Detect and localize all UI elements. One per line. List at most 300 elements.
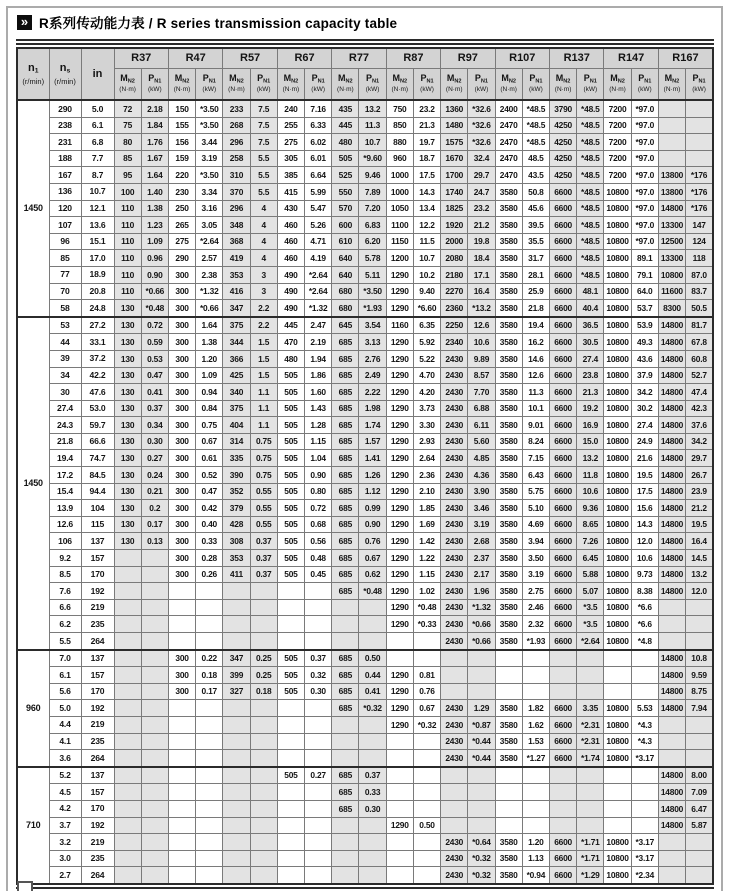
mn2-cell: 6600 [550, 467, 577, 484]
mn2-cell: 3580 [495, 233, 522, 250]
mn2-cell: 460 [277, 217, 304, 234]
table-row [17, 266, 713, 283]
pn1-cell [413, 650, 440, 667]
mn2-cell [168, 767, 195, 784]
pn1-cell: *13.2 [468, 300, 495, 317]
col-subheader-mn2-R147 [604, 69, 631, 101]
pn1-cell: 0.2 [141, 500, 168, 517]
mn2-cell [332, 599, 359, 616]
pn1-cell: 0.22 [196, 650, 223, 667]
mn2-cell: 250 [168, 200, 195, 217]
mn2-cell: 3790 [550, 100, 577, 117]
pn1-cell [250, 850, 277, 867]
mn2-cell [604, 800, 631, 817]
mn2-cell: 2430 [441, 616, 468, 633]
pn1-cell: 5.87 [686, 817, 713, 834]
pn1-cell: 147 [686, 217, 713, 234]
mn2-cell: 305 [277, 150, 304, 167]
mn2-cell [550, 667, 577, 684]
mn2-cell: 300 [168, 400, 195, 417]
pn1-cell: 19.8 [468, 233, 495, 250]
mn2-cell: 110 [114, 266, 141, 283]
pn1-cell [413, 750, 440, 767]
pn1-cell: 1.85 [413, 500, 440, 517]
pn1-cell: *48.5 [577, 134, 604, 151]
mn2-cell: 685 [332, 367, 359, 384]
mn2-cell [277, 750, 304, 767]
mn2-cell: 100 [114, 183, 141, 200]
mn2-unit: (N·m) [500, 86, 517, 94]
mn2-cell [223, 767, 250, 784]
ns-cell: 19.4 [49, 450, 81, 467]
mn2-cell [277, 700, 304, 717]
pn1-cell [196, 834, 223, 851]
mn2-unit: (N·m) [554, 86, 572, 94]
mn2-symbol: $M_{N2}$ [338, 73, 353, 85]
mn2-cell: 6600 [550, 233, 577, 250]
mn2-cell: 6600 [550, 250, 577, 267]
pn1-unit: (kW) [202, 86, 217, 94]
pn1-cell: 0.80 [305, 483, 332, 500]
mn2-cell: 505 [277, 650, 304, 667]
pn1-cell [522, 650, 549, 667]
pn1-cell [141, 834, 168, 851]
ratio-cell: 15.1 [81, 233, 114, 250]
pn1-cell: 10.8 [686, 650, 713, 667]
mn2-cell: 300 [168, 350, 195, 367]
pn1-unit: (kW) [311, 86, 325, 94]
pn1-cell: 15.0 [577, 433, 604, 450]
pn1-cell: *176 [686, 167, 713, 184]
pn1-cell [305, 583, 332, 600]
pn1-cell [250, 633, 277, 650]
pn1-cell [359, 817, 386, 834]
pn1-cell: 0.41 [141, 384, 168, 401]
pn1-cell: 83.7 [686, 283, 713, 300]
pn1-cell [577, 800, 604, 817]
mn2-cell: 14800 [658, 667, 685, 684]
pn1-cell: 0.18 [196, 667, 223, 684]
mn2-cell [604, 683, 631, 700]
col-subheader-pn1-R67 [305, 69, 332, 101]
mn2-cell: 2430 [441, 716, 468, 733]
mn2-cell [277, 784, 304, 801]
ns-cell: 30 [49, 384, 81, 401]
pn1-unit: (kW) [474, 86, 489, 94]
col-header-R87: R87 [386, 48, 440, 69]
mn2-cell [168, 633, 195, 650]
ratio-cell: 157 [81, 550, 114, 567]
ns-cell: 2.7 [49, 867, 81, 884]
pn1-cell: 7.26 [577, 533, 604, 550]
pn1-cell [686, 850, 713, 867]
pn1-cell: 29.7 [468, 167, 495, 184]
pn1-cell: *48.5 [577, 250, 604, 267]
mn2-cell: 1290 [386, 300, 413, 317]
pn1-cell: 1.15 [305, 433, 332, 450]
pn1-cell [686, 599, 713, 616]
pn1-cell: *0.48 [359, 583, 386, 600]
pn1-cell: 2.18 [141, 100, 168, 117]
table-row [17, 317, 713, 334]
mn2-cell: 1290 [386, 599, 413, 616]
mn2-cell: 348 [223, 217, 250, 234]
mn2-cell: 2470 [495, 117, 522, 134]
pn1-symbol: $P_{N1}$ [583, 73, 597, 85]
pn1-cell: 8.38 [631, 583, 658, 600]
mn2-cell: 14800 [658, 350, 685, 367]
mn2-cell: 445 [332, 117, 359, 134]
mn2-cell: 685 [332, 467, 359, 484]
mn2-cell [550, 650, 577, 667]
pn1-cell: 0.55 [250, 516, 277, 533]
pn1-cell: *1.74 [577, 750, 604, 767]
mn2-cell [114, 650, 141, 667]
pn1-cell: 1.64 [141, 167, 168, 184]
pn1-cell: *3.17 [631, 750, 658, 767]
pn1-cell: 2.76 [359, 350, 386, 367]
pn1-cell: 19.2 [577, 400, 604, 417]
pn1-cell: *2.31 [577, 716, 604, 733]
mn2-cell: 2470 [495, 167, 522, 184]
pn1-unit: (kW) [692, 86, 706, 94]
pn1-cell [141, 716, 168, 733]
col-subheader-mn2-R87 [386, 69, 413, 101]
pn1-unit: (kW) [637, 86, 652, 94]
pn1-symbol: $P_{N1}$ [474, 73, 489, 85]
pn1-cell: 89.1 [631, 250, 658, 267]
mn2-cell: 4250 [550, 167, 577, 184]
pn1-cell [468, 767, 495, 784]
pn1-cell: *0.64 [468, 834, 495, 851]
mn2-cell: 470 [277, 334, 304, 351]
pn1-cell: 23.2 [468, 200, 495, 217]
mn2-cell: 490 [277, 300, 304, 317]
pn1-cell: 1.76 [141, 134, 168, 151]
mn2-cell: 505 [277, 516, 304, 533]
pn1-symbol: $P_{N1}$ [202, 73, 216, 85]
pn1-cell [305, 867, 332, 884]
pn1-cell: 1.15 [413, 566, 440, 583]
mn2-cell [386, 733, 413, 750]
mn2-cell: 685 [332, 767, 359, 784]
mn2-cell: 6600 [550, 500, 577, 517]
mn2-cell: 10800 [604, 533, 631, 550]
mn2-cell [114, 733, 141, 750]
pn1-cell [359, 633, 386, 650]
pn1-cell: 39.5 [522, 217, 549, 234]
pn1-cell: 2.2 [250, 317, 277, 334]
mn2-cell: 1670 [441, 150, 468, 167]
mn2-cell: 268 [223, 117, 250, 134]
pn1-cell: 47.4 [686, 384, 713, 401]
mn2-unit: (N·m) [228, 86, 245, 94]
pn1-cell: *9.60 [359, 150, 386, 167]
mn2-cell: 3580 [495, 317, 522, 334]
ns-cell: 9.2 [49, 550, 81, 567]
col-header-ns [49, 48, 81, 100]
ns-cell: 290 [49, 100, 81, 117]
pn1-cell: 0.30 [359, 800, 386, 817]
mn2-cell: 1290 [386, 400, 413, 417]
col-header-R137: R137 [550, 48, 604, 69]
mn2-cell: 10800 [604, 850, 631, 867]
pn1-cell: 4 [250, 217, 277, 234]
pn1-cell: 8.24 [522, 433, 549, 450]
pn1-cell: *48.5 [577, 233, 604, 250]
mn2-cell: 130 [114, 500, 141, 517]
ratio-cell: 219 [81, 716, 114, 733]
mn2-cell: 2430 [441, 384, 468, 401]
mn2-cell: 6600 [550, 300, 577, 317]
pn1-cell: 1.12 [359, 483, 386, 500]
pn1-cell: 43.6 [631, 350, 658, 367]
mn2-cell [332, 733, 359, 750]
pn1-cell: 0.75 [250, 433, 277, 450]
pn1-cell: *4.3 [631, 733, 658, 750]
mn2-cell [223, 784, 250, 801]
mn2-cell: 1200 [386, 250, 413, 267]
ns-cell: 4.1 [49, 733, 81, 750]
pn1-cell: *48.5 [577, 150, 604, 167]
pn1-cell: 48.5 [522, 150, 549, 167]
pn1-cell: *1.71 [577, 834, 604, 851]
pn1-cell [250, 733, 277, 750]
pn1-cell: 2.19 [305, 334, 332, 351]
mn2-cell: 505 [277, 533, 304, 550]
pn1-cell: 3.19 [468, 516, 495, 533]
mn2-cell: 130 [114, 384, 141, 401]
mn2-symbol: $M_{N2}$ [664, 73, 680, 85]
mn2-cell: 159 [168, 150, 195, 167]
pn1-cell: 1.57 [359, 433, 386, 450]
table-row [17, 599, 713, 616]
pn1-cell [196, 616, 223, 633]
mn2-cell [441, 683, 468, 700]
col-header-R107: R107 [495, 48, 549, 69]
mn2-cell: 75 [114, 117, 141, 134]
pn1-cell: 8.75 [686, 683, 713, 700]
mn2-cell [223, 700, 250, 717]
col-header-R167: R167 [658, 48, 713, 69]
pn1-cell: 0.30 [305, 683, 332, 700]
pn1-cell [631, 767, 658, 784]
mn2-cell: 353 [223, 550, 250, 567]
mn2-cell: 6600 [550, 483, 577, 500]
pn1-cell [141, 583, 168, 600]
mn2-cell: 6600 [550, 750, 577, 767]
pn1-symbol: $P_{N1}$ [692, 73, 706, 85]
mn2-cell: 1360 [441, 100, 468, 117]
pn1-cell [686, 733, 713, 750]
pn1-cell: 1.02 [413, 583, 440, 600]
pn1-cell [686, 150, 713, 167]
pn1-cell [522, 784, 549, 801]
pn1-cell: *97.0 [631, 200, 658, 217]
mn2-cell: 6600 [550, 516, 577, 533]
pn1-cell [522, 667, 549, 684]
pn1-cell: 0.76 [359, 533, 386, 550]
pn1-cell: 0.37 [305, 650, 332, 667]
pn1-cell: 9.46 [359, 167, 386, 184]
pn1-cell: 6.83 [359, 217, 386, 234]
pn1-symbol: $P_{N1}$ [311, 73, 325, 85]
mn2-cell: 110 [114, 217, 141, 234]
pn1-cell: 0.13 [141, 533, 168, 550]
mn2-cell: 2430 [441, 483, 468, 500]
pn1-cell: *97.0 [631, 167, 658, 184]
col-header-R57: R57 [223, 48, 277, 69]
n1-cell: 960 [17, 650, 49, 767]
pn1-cell: *176 [686, 183, 713, 200]
pn1-cell [250, 616, 277, 633]
pn1-cell: 2.46 [522, 599, 549, 616]
pn1-cell: 1.38 [196, 334, 223, 351]
pn1-cell: *4.3 [631, 716, 658, 733]
mn2-cell: 300 [168, 667, 195, 684]
pn1-cell: 2.68 [468, 533, 495, 550]
mn2-cell: 3580 [495, 250, 522, 267]
pn1-cell: 0.50 [359, 650, 386, 667]
ns-cell: 15.4 [49, 483, 81, 500]
ratio-cell: 137 [81, 650, 114, 667]
mn2-cell [114, 700, 141, 717]
pn1-cell: 0.55 [250, 483, 277, 500]
pn1-cell: 21.6 [631, 450, 658, 467]
mn2-cell: 3580 [495, 266, 522, 283]
mn2-cell [658, 834, 685, 851]
pn1-cell: 5.26 [305, 217, 332, 234]
pn1-cell: *0.48 [141, 300, 168, 317]
pn1-cell: 1.38 [141, 200, 168, 217]
pn1-cell: *97.0 [631, 233, 658, 250]
mn2-cell [114, 583, 141, 600]
ns-symbol: $n_s$ [59, 61, 71, 75]
pn1-cell [141, 616, 168, 633]
pn1-cell: 48.1 [577, 283, 604, 300]
pn1-cell: *97.0 [631, 150, 658, 167]
mn2-cell [386, 834, 413, 851]
pn1-cell [413, 733, 440, 750]
pn1-cell: 1.29 [468, 700, 495, 717]
pn1-cell [577, 650, 604, 667]
pn1-cell: 5.75 [522, 483, 549, 500]
mn2-cell: 366 [223, 350, 250, 367]
pn1-cell: 49.3 [631, 334, 658, 351]
pn1-cell: 5.5 [250, 167, 277, 184]
mn2-cell: 2400 [495, 100, 522, 117]
mn2-cell: 1290 [386, 500, 413, 517]
pn1-cell [141, 867, 168, 884]
ns-cell: 7.0 [49, 650, 81, 667]
ratio-cell: 219 [81, 599, 114, 616]
pn1-unit: (kW) [256, 86, 271, 94]
mn2-cell: 13800 [658, 167, 685, 184]
mn2-cell: 3580 [495, 750, 522, 767]
pn1-cell: *0.66 [468, 633, 495, 650]
double-rule-top [16, 39, 714, 41]
mn2-cell [495, 683, 522, 700]
ns-cell: 5.6 [49, 683, 81, 700]
pn1-cell [141, 667, 168, 684]
pn1-cell [686, 117, 713, 134]
ratio-cell: 6.8 [81, 134, 114, 151]
ratio-cell: 27.2 [81, 317, 114, 334]
pn1-cell [359, 850, 386, 867]
mn2-cell: 505 [277, 467, 304, 484]
mn2-cell: 14800 [658, 467, 685, 484]
mn2-cell: 685 [332, 700, 359, 717]
pn1-cell: 0.37 [141, 400, 168, 417]
pn1-cell: 87.0 [686, 266, 713, 283]
double-rule-bottom [16, 43, 714, 45]
mn2-cell: 3580 [495, 467, 522, 484]
mn2-cell: 6600 [550, 350, 577, 367]
ns-cell: 77 [49, 266, 81, 283]
col-subheader-mn2-R107 [495, 69, 522, 101]
mn2-cell: 1920 [441, 217, 468, 234]
mn2-cell: 2430 [441, 417, 468, 434]
pn1-unit: (kW) [529, 86, 543, 94]
pn1-cell: 1.5 [250, 334, 277, 351]
pn1-cell: 0.27 [305, 767, 332, 784]
mn2-cell: 10800 [604, 200, 631, 217]
col-subheader-mn2-R77 [332, 69, 359, 101]
mn2-cell: 640 [332, 250, 359, 267]
mn2-cell: 2430 [441, 633, 468, 650]
pn1-cell [305, 800, 332, 817]
ns-cell: 58 [49, 300, 81, 317]
pn1-cell [250, 583, 277, 600]
ratio-cell: 170 [81, 566, 114, 583]
pn1-cell: 0.37 [359, 767, 386, 784]
pn1-cell [141, 767, 168, 784]
mn2-cell [495, 650, 522, 667]
mn2-symbol: $M_{N2}$ [120, 73, 135, 85]
pn1-cell [522, 800, 549, 817]
pn1-cell: *2.64 [305, 283, 332, 300]
pn1-cell: *3.5 [577, 599, 604, 616]
table-row [17, 467, 713, 484]
pn1-cell: *0.66 [196, 300, 223, 317]
mn2-cell: 6600 [550, 850, 577, 867]
mn2-cell: 416 [223, 283, 250, 300]
mn2-cell: 265 [168, 217, 195, 234]
mn2-cell: 6600 [550, 834, 577, 851]
pn1-cell: 0.90 [359, 516, 386, 533]
table-row [17, 250, 713, 267]
mn2-cell: 14800 [658, 367, 685, 384]
pn1-cell [631, 817, 658, 834]
pn1-cell [250, 716, 277, 733]
pn1-cell: 5.78 [359, 250, 386, 267]
pn1-cell: 10.6 [468, 334, 495, 351]
table-row [17, 867, 713, 884]
ns-cell: 39 [49, 350, 81, 367]
pn1-cell: 0.25 [250, 667, 277, 684]
pn1-cell: 64.0 [631, 283, 658, 300]
pn1-cell: 35.5 [522, 233, 549, 250]
table-row [17, 767, 713, 784]
mn2-cell: 300 [168, 467, 195, 484]
pn1-cell: *0.32 [359, 700, 386, 717]
pn1-cell: 3.94 [522, 533, 549, 550]
table-row [17, 750, 713, 767]
ns-cell: 4.5 [49, 784, 81, 801]
pn1-cell [196, 850, 223, 867]
ns-cell: 6.2 [49, 616, 81, 633]
mn2-cell [441, 817, 468, 834]
